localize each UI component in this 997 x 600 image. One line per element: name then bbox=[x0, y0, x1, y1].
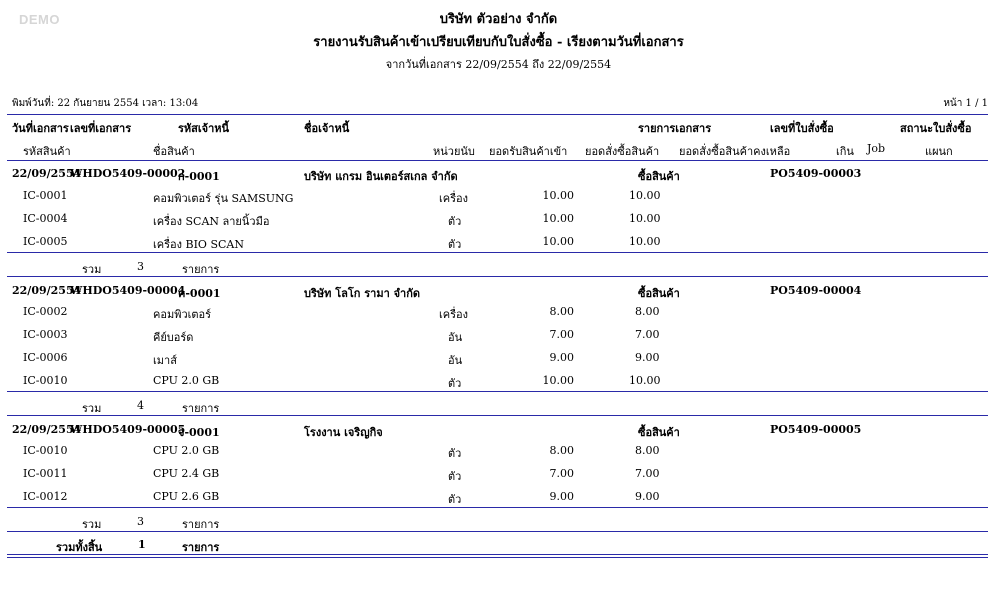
item-received: 8.00 bbox=[549, 444, 574, 457]
group-vendor-code: ค-0001 bbox=[178, 287, 221, 300]
group-doc-no: WHDO5409-00004 bbox=[70, 284, 186, 297]
group-vendor-code: ก-0001 bbox=[178, 170, 220, 183]
col-job: Job bbox=[867, 142, 886, 155]
subtotal-count: 3 bbox=[137, 260, 144, 273]
item-unit: เครื่อง bbox=[439, 192, 469, 205]
item-code: IC-0006 bbox=[23, 351, 68, 364]
subtotal-count: 3 bbox=[137, 515, 144, 528]
company-name: บริษัท ตัวอย่าง จำกัด bbox=[439, 12, 558, 27]
subtotal-rule bbox=[7, 391, 988, 392]
group-vendor-name: โรงงาน เจริญกิจ bbox=[304, 426, 383, 439]
item-received: 9.00 bbox=[549, 351, 574, 364]
item-code: IC-0010 bbox=[23, 444, 68, 457]
print-date: พิมพ์วันที่: 22 กันยายน 2554 เวลา: 13:04 bbox=[12, 98, 199, 109]
subtotal-label: รวม bbox=[82, 263, 102, 276]
grand-total-unit: รายการ bbox=[182, 541, 220, 554]
item-received: 7.00 bbox=[549, 467, 574, 480]
col-doc-type: รายการเอกสาร bbox=[638, 122, 712, 135]
item-code: IC-0004 bbox=[23, 212, 68, 225]
item-code: IC-0003 bbox=[23, 328, 68, 341]
item-code: IC-0010 bbox=[23, 374, 68, 387]
group-end-rule bbox=[7, 531, 988, 532]
col-po-no: เลขที่ใบสั่งซื้อ bbox=[770, 122, 834, 135]
subtotal-rule bbox=[7, 507, 988, 508]
item-ordered: 8.00 bbox=[635, 305, 660, 318]
group-po-no: PO5409-00003 bbox=[770, 167, 862, 180]
col-po-status: สถานะใบสั่งซื้อ bbox=[900, 122, 972, 135]
item-code: IC-0001 bbox=[23, 189, 68, 202]
item-unit: ตัว bbox=[448, 470, 462, 483]
item-received: 10.00 bbox=[542, 212, 574, 225]
subtotal-label: รวม bbox=[82, 402, 102, 415]
group-vendor-name: บริษัท แกรม อินเตอร์สเกล จำกัด bbox=[304, 170, 458, 183]
item-name: คอมพิวเตอร์ รุ่น SAMSUNG bbox=[153, 192, 294, 205]
item-ordered: 10.00 bbox=[629, 189, 661, 202]
subtotal-count: 4 bbox=[137, 399, 144, 412]
item-code: IC-0005 bbox=[23, 235, 68, 248]
subtotal-unit: รายการ bbox=[182, 263, 220, 276]
col-doc-no: เลขที่เอกสาร bbox=[70, 122, 132, 135]
subtotal-label: รวม bbox=[82, 518, 102, 531]
item-code: IC-0002 bbox=[23, 305, 68, 318]
col-vendor-code: รหัสเจ้าหนี้ bbox=[178, 122, 230, 135]
col-received: ยอดรับสินค้าเข้า bbox=[489, 145, 568, 158]
item-ordered: 8.00 bbox=[635, 444, 660, 457]
item-unit: ตัว bbox=[448, 377, 462, 390]
item-unit: ตัว bbox=[448, 238, 462, 251]
item-code: IC-0012 bbox=[23, 490, 68, 503]
item-ordered: 10.00 bbox=[629, 212, 661, 225]
item-name: เครื่อง SCAN ลายนิ้วมือ bbox=[153, 215, 270, 228]
group-doc-type: ซื้อสินค้า bbox=[638, 426, 680, 439]
subtotal-unit: รายการ bbox=[182, 518, 220, 531]
grand-total-count: 1 bbox=[138, 538, 146, 551]
col-item-name: ชื่อสินค้า bbox=[153, 145, 195, 158]
item-received: 10.00 bbox=[542, 374, 574, 387]
col-doc-date: วันที่เอกสาร bbox=[12, 122, 69, 135]
group-vendor-name: บริษัท โลโก รามา จำกัด bbox=[304, 287, 421, 300]
item-unit: ตัว bbox=[448, 447, 462, 460]
header-bottom-rule bbox=[7, 160, 988, 161]
item-ordered: 7.00 bbox=[635, 467, 660, 480]
col-ordered: ยอดสั่งซื้อสินค้า bbox=[585, 145, 660, 158]
group-end-rule bbox=[7, 415, 988, 416]
group-doc-no: WHDO5409-00002 bbox=[70, 167, 186, 180]
item-received: 8.00 bbox=[549, 305, 574, 318]
item-name: คีย์บอร์ด bbox=[153, 331, 194, 344]
date-range: จากวันที่เอกสาร 22/09/2554 ถึง 22/09/2554 bbox=[385, 58, 612, 71]
item-ordered: 10.00 bbox=[629, 235, 661, 248]
group-date: 22/09/2554 bbox=[12, 423, 82, 436]
item-ordered: 10.00 bbox=[629, 374, 661, 387]
group-date: 22/09/2554 bbox=[12, 167, 82, 180]
item-unit: อัน bbox=[448, 331, 463, 344]
item-code: IC-0011 bbox=[23, 467, 68, 480]
col-unit: หน่วยนับ bbox=[433, 145, 475, 158]
col-item-code: รหัสสินค้า bbox=[23, 145, 71, 158]
item-unit: อัน bbox=[448, 354, 463, 367]
grand-total-double-rule bbox=[7, 554, 988, 558]
item-name: CPU 2.0 GB bbox=[153, 444, 220, 457]
demo-watermark: DEMO bbox=[19, 12, 60, 27]
page-number: หน้า 1 / 1 bbox=[943, 98, 988, 109]
item-received: 9.00 bbox=[549, 490, 574, 503]
group-end-rule bbox=[7, 276, 988, 277]
item-unit: เครื่อง bbox=[439, 308, 469, 321]
item-ordered: 7.00 bbox=[635, 328, 660, 341]
item-unit: ตัว bbox=[448, 215, 462, 228]
subtotal-rule bbox=[7, 252, 988, 253]
col-remaining: ยอดสั่งซื้อสินค้าคงเหลือ bbox=[679, 145, 791, 158]
item-name: CPU 2.0 GB bbox=[153, 374, 220, 387]
item-received: 10.00 bbox=[542, 189, 574, 202]
item-name: CPU 2.6 GB bbox=[153, 490, 220, 503]
item-name: CPU 2.4 GB bbox=[153, 467, 220, 480]
item-name: เมาส์ bbox=[153, 354, 177, 367]
group-vendor-code: จ-0001 bbox=[178, 426, 220, 439]
group-po-no: PO5409-00004 bbox=[770, 284, 862, 297]
item-unit: ตัว bbox=[448, 493, 462, 506]
item-name: เครื่อง BIO SCAN bbox=[153, 238, 244, 251]
item-ordered: 9.00 bbox=[635, 490, 660, 503]
group-po-no: PO5409-00005 bbox=[770, 423, 862, 436]
col-dept: แผนก bbox=[925, 145, 953, 158]
item-received: 10.00 bbox=[542, 235, 574, 248]
col-over: เกิน bbox=[836, 145, 854, 158]
group-doc-no: WHDO5409-00005 bbox=[70, 423, 186, 436]
header-top-rule bbox=[7, 114, 988, 115]
item-received: 7.00 bbox=[549, 328, 574, 341]
report-title: รายงานรับสินค้าเข้าเปรียบเทียบกับใบสั่งซื้อ - เรียงตามวันที่เอกสาร bbox=[313, 35, 684, 50]
item-name: คอมพิวเตอร์ bbox=[153, 308, 212, 321]
grand-total-label: รวมทั้งสิ้น bbox=[56, 541, 103, 554]
col-vendor-name: ชื่อเจ้าหนี้ bbox=[304, 122, 350, 135]
group-date: 22/09/2554 bbox=[12, 284, 82, 297]
item-ordered: 9.00 bbox=[635, 351, 660, 364]
subtotal-unit: รายการ bbox=[182, 402, 220, 415]
group-doc-type: ซื้อสินค้า bbox=[638, 287, 680, 300]
group-doc-type: ซื้อสินค้า bbox=[638, 170, 680, 183]
